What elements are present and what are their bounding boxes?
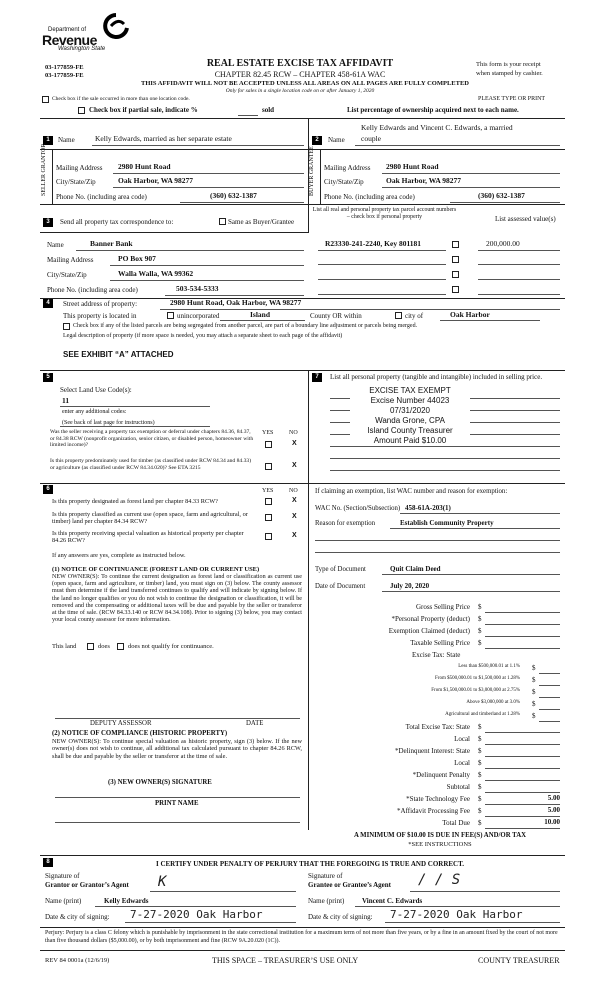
multi-location-checkbox[interactable] bbox=[42, 96, 49, 103]
delinquent-interest-label: *Delinquent Interest: State bbox=[394, 747, 470, 755]
grantee-print-name[interactable]: Vincent C. Edwards bbox=[362, 897, 423, 905]
see-instructions-note: *SEE INSTRUCTIONS bbox=[408, 841, 472, 848]
located-in-label: This property is located in bbox=[63, 312, 137, 320]
seller-city[interactable]: Oak Harbor, WA 98277 bbox=[118, 176, 194, 185]
see-back-label: (See back of last page for instructions) bbox=[62, 420, 155, 426]
sec5-q2-answer[interactable]: X bbox=[292, 462, 297, 469]
unincorporated-label: unincorporated bbox=[177, 312, 220, 320]
total-due-label: Total Due bbox=[442, 819, 470, 827]
land-use-label: Select Land Use Code(s): bbox=[60, 386, 132, 394]
stamp-amount-paid: Amount Paid $10.00 bbox=[350, 436, 470, 445]
section-2-number: 2 bbox=[312, 136, 322, 145]
affidavit-fee-label: *Affidavit Processing Fee bbox=[397, 807, 470, 815]
partial-sale-checkbox[interactable] bbox=[78, 107, 85, 114]
logo-revenue: Revenue bbox=[42, 32, 97, 48]
grantee-name-label: Name (print) bbox=[308, 897, 345, 905]
tax-corr-phone-label: Phone No. (including area code) bbox=[47, 286, 138, 294]
partial-sale-label: Check box if partial sale, indicate % bbox=[89, 106, 198, 114]
affidavit-fee-value[interactable]: 5.00 bbox=[547, 806, 560, 814]
buyer-phone-label: Phone No. (including area code) bbox=[324, 193, 415, 201]
document-date[interactable]: July 20, 2020 bbox=[390, 582, 430, 590]
doc-type-label: Type of Document bbox=[315, 566, 366, 573]
segregated-label: Check box if any of the listed parcels are being segregated from another parcel, are part of a boundary line adjustment or parcels being merged. bbox=[73, 323, 418, 329]
account-numbers-header: List all real and personal property tax parcel account numbers – check box if personal property bbox=[312, 207, 457, 220]
reason-label: Reason for exemption bbox=[315, 520, 376, 527]
city-of-label: city of bbox=[405, 312, 424, 320]
sec6-q2-yes-checkbox[interactable] bbox=[265, 514, 272, 521]
tier-5-label: Agricultural and timberland at 1.28% bbox=[445, 712, 520, 717]
this-land-label: This land bbox=[52, 643, 77, 650]
form-subtitle: CHAPTER 82.45 RCW – CHAPTER 458-61A WAC bbox=[214, 70, 386, 79]
grantor-sig-label-1: Signature of bbox=[45, 872, 80, 880]
revenue-logo-icon bbox=[102, 12, 130, 42]
parcel-account-1[interactable]: R23330-241-2240, Key 801181 bbox=[325, 239, 422, 248]
multi-location-label: Check box if the sale occurred in more than one location code. bbox=[52, 96, 190, 102]
same-as-buyer-label: Same as Buyer/Grantee bbox=[228, 218, 295, 226]
tier-1-label: Less than $500,000.01 at 1.1% bbox=[458, 664, 520, 669]
sec6-yes-header: YES bbox=[262, 488, 274, 494]
notice-continuance-title: (1) NOTICE OF CONTINUANCE (FOREST LAND OR CURRENT USE) bbox=[52, 566, 260, 573]
stamp-treasurer-title: Island County Treasurer bbox=[350, 426, 470, 435]
section-5-number: 5 bbox=[43, 373, 53, 382]
grantor-name-label: Name (print) bbox=[45, 897, 82, 905]
new-owner-signature-label: (3) NEW OWNER(S) SIGNATURE bbox=[108, 779, 212, 786]
exemption-reason[interactable]: Establish Community Property bbox=[400, 519, 494, 527]
wac-number[interactable]: 458-61A-203(1) bbox=[405, 504, 451, 512]
tax-dollar-sign: $ bbox=[478, 735, 482, 743]
claim-exemption-label: If claiming an exemption, list WAC number and reason for exemption: bbox=[315, 488, 508, 495]
parcel-4-personal-checkbox[interactable] bbox=[452, 286, 459, 293]
tax-dollar-sign: $ bbox=[478, 771, 482, 779]
tax-dollar-sign: $ bbox=[478, 603, 482, 611]
receipt-note-2: when stamped by cashier. bbox=[476, 70, 543, 77]
seller-mailing-address[interactable]: 2980 Hunt Road bbox=[118, 162, 171, 171]
grantee-date-city[interactable]: 7-27-2020 Oak Harbor bbox=[390, 908, 523, 921]
seller-side-label: SELLER GRANTOR bbox=[41, 143, 47, 196]
tax-corr-city-label: City/State/Zip bbox=[47, 271, 87, 279]
taxable-selling-price-label: Taxable Selling Price bbox=[410, 639, 470, 647]
tax-dollar-sign: $ bbox=[478, 819, 482, 827]
deputy-assessor-label: DEPUTY ASSESSOR bbox=[90, 720, 152, 727]
section-3-number: 3 bbox=[43, 218, 53, 227]
assessed-value-header: List assessed value(s) bbox=[495, 215, 556, 223]
tax-corr-city[interactable]: Walla Walla, WA 99362 bbox=[118, 269, 194, 278]
street-label: Street address of property: bbox=[63, 300, 138, 308]
list-percentage-note: List percentage of ownership acquired next to each name. bbox=[347, 106, 519, 114]
tax-dollar-sign: $ bbox=[532, 676, 536, 684]
segregated-checkbox[interactable] bbox=[63, 323, 70, 330]
grantor-sig-label-2: Grantor or Grantor’s Agent bbox=[45, 881, 129, 889]
sec6-q3-answer[interactable]: X bbox=[292, 532, 297, 539]
buyer-name-label: Name bbox=[328, 136, 345, 144]
doc-date-label: Date of Document bbox=[315, 583, 366, 590]
sec6-q3-yes-checkbox[interactable] bbox=[265, 533, 272, 540]
delinquent-penalty-label: *Delinquent Penalty bbox=[412, 771, 470, 779]
logo-dept: Department of bbox=[48, 27, 87, 33]
subtotal-label: Subtotal bbox=[446, 783, 470, 791]
does-label: does bbox=[98, 643, 110, 650]
sec6-q2-answer[interactable]: X bbox=[292, 513, 297, 520]
notice-compliance-title: (2) NOTICE OF COMPLIANCE (HISTORIC PROPERTY) bbox=[52, 730, 228, 737]
sec6-q1-answer[interactable]: X bbox=[292, 497, 297, 504]
parcel-3-personal-checkbox[interactable] bbox=[452, 271, 459, 278]
tech-fee-label: *State Technology Fee bbox=[406, 795, 470, 803]
grantee-sig-label-2: Grantee or Grantee’s Agent bbox=[308, 881, 392, 889]
city-of-checkbox[interactable] bbox=[395, 312, 402, 319]
wac-label: WAC No. (Section/Subsection) bbox=[315, 505, 401, 512]
tax-dollar-sign: $ bbox=[532, 700, 536, 708]
logo-state: Washington State bbox=[58, 46, 106, 52]
tax-dollar-sign: $ bbox=[478, 759, 482, 767]
personal-property-deduct-label: *Personal Property (deduct) bbox=[391, 615, 470, 623]
if-yes-note: If any answers are yes, complete as instructed below. bbox=[52, 552, 186, 559]
county-label: County OR within bbox=[310, 312, 362, 320]
buyer-side-label: BUYER GRANTEE bbox=[309, 146, 315, 196]
grantee-date-label: Date & city of signing: bbox=[308, 913, 373, 921]
grantor-print-name[interactable]: Kelly Edwards bbox=[104, 897, 149, 905]
grantee-signature[interactable]: / / S bbox=[418, 872, 486, 888]
sec5-q1-yes-checkbox[interactable] bbox=[265, 441, 272, 448]
delinquent-interest-local-label: Local bbox=[454, 759, 470, 767]
unincorporated-checkbox[interactable] bbox=[167, 312, 174, 319]
sold-label: sold bbox=[262, 106, 275, 114]
tax-dollar-sign: $ bbox=[478, 783, 482, 791]
parcel-1-personal-checkbox[interactable] bbox=[452, 241, 459, 248]
tier-4-label: Above $3,000,000 at 3.0% bbox=[466, 700, 520, 705]
certify-statement: I CERTIFY UNDER PENALTY OF PERJURY THAT THE FOREGOING IS TRUE AND CORRECT. bbox=[155, 860, 464, 868]
section-8-number: 8 bbox=[43, 858, 53, 867]
tax-corr-name[interactable]: Banner Bank bbox=[90, 239, 133, 248]
excise-tax-state-label: Excise Tax: State bbox=[412, 651, 461, 659]
warning-text: THIS AFFIDAVIT WILL NOT BE ACCEPTED UNLESS ALL AREAS ON ALL PAGES ARE FULLY COMPLETED bbox=[141, 80, 469, 87]
seller-city-label: City/State/Zip bbox=[56, 178, 96, 186]
exemption-claimed-label: Exemption Claimed (deduct) bbox=[388, 627, 470, 635]
notice-compliance-body: NEW OWNER(S): To continue special valuation as historic property, sign (3) below. If the new owner(s) does not wish to continue, all additional tax calculated pursuant to chapter 84.26 RCW, shall be due and payable by the seller or transferor at the time of sale. bbox=[52, 738, 302, 760]
treasurer-use-only: THIS SPACE – TREASURER’S USE ONLY bbox=[212, 956, 359, 965]
tax-dollar-sign: $ bbox=[478, 639, 482, 647]
total-excise-state-label: Total Excise Tax: State bbox=[405, 723, 470, 731]
tax-dollar-sign: $ bbox=[478, 795, 482, 803]
form-revision: REV 84 0001a (12/6/19) bbox=[45, 957, 110, 964]
legal-description-label: Legal description of property (if more space is needed, you may attach a separate sheet to each page of the affidavit) bbox=[63, 333, 343, 339]
land-does-checkbox[interactable] bbox=[87, 643, 94, 650]
receipt-note-1: This form is your receipt bbox=[476, 61, 541, 68]
parcel-2-personal-checkbox[interactable] bbox=[452, 256, 459, 263]
seller-phone[interactable]: (360) 632-1387 bbox=[210, 191, 257, 200]
stamp-treasurer-name: Wanda Grone, CPA bbox=[350, 416, 470, 425]
tier-2-label: From $500,000.01 to $1,500,000 at 1.28% bbox=[435, 676, 520, 681]
tax-corr-mail-label: Mailing Address bbox=[47, 256, 94, 264]
land-does-not-checkbox[interactable] bbox=[117, 643, 124, 650]
sec5-q1-answer[interactable]: X bbox=[292, 440, 297, 447]
sec5-no-header: NO bbox=[289, 430, 298, 436]
county-treasurer-label: COUNTY TREASURER bbox=[478, 956, 560, 965]
print-name-label: PRINT NAME bbox=[155, 800, 199, 807]
personal-property-label: List all personal property (tangible and intangible) included in selling price. bbox=[330, 373, 543, 381]
grantee-sig-label-1: Signature of bbox=[308, 872, 343, 880]
total-excise-local-label: Local bbox=[454, 735, 470, 743]
enter-additional-label: enter any additional codes: bbox=[62, 409, 127, 415]
sec6-question-3: Is this property receiving special valuation as historical property per chapter 84.26 RCW? bbox=[52, 530, 244, 545]
sec5-question-1: Was the seller receiving a property tax exemption or deferral under chapters 84.36, 84.37, or 84.38 RCW (nonprofit organization, senior citizen, or disabled person, homeowner with limited income)? bbox=[50, 429, 254, 449]
notice-continuance-body: NEW OWNER(S): To continue the current designation as forest land or classification as current use (open space, farm and agriculture, or timber) land, you must sign on (3) below. The county assessor must then determine if the land transferred continues to qualify and will indicate by signing below. If the land no longer qualifies or you do not wish to continue the designation or classification, it will be removed and the compensating or additional taxes will be due and payable by the seller or transferor at the time of sale. (RCW 84.33.140 or RCW 84.34.108). Prior to signing (3) below, you may contact your local county assessor for more information. bbox=[52, 574, 302, 624]
same-as-buyer-checkbox[interactable] bbox=[219, 218, 226, 225]
document-type[interactable]: Quit Claim Deed bbox=[390, 565, 441, 573]
grantor-date-city[interactable]: 7-27-2020 Oak Harbor bbox=[130, 908, 263, 921]
perjury-notice: Perjury: Perjury is a class C felony which is punishable by imprisonment in the state correctional institution for a maximum term of not more than five years, or by a fine in an amount fixed by the court of not more than five thousand dollars ($5,000.00), or by both imprisonment and fine (RCW 9A.20.020 (1C)). bbox=[45, 930, 558, 944]
property-county[interactable]: Island bbox=[250, 310, 271, 319]
minimum-due-note: A MINIMUM OF $10.00 IS DUE IN FEE(S) AND/OR TAX bbox=[353, 832, 527, 839]
buyer-mail-label: Mailing Address bbox=[324, 164, 371, 172]
buyer-name-line-1[interactable]: Kelly Edwards and Vincent C. Edwards, a married bbox=[361, 123, 513, 132]
stamp-date: 07/31/2020 bbox=[350, 406, 470, 415]
tech-fee-value[interactable]: 5.00 bbox=[547, 794, 560, 802]
tax-dollar-sign: $ bbox=[478, 627, 482, 635]
grantor-date-label: Date & city of signing: bbox=[45, 913, 110, 921]
tax-dollar-sign: $ bbox=[478, 723, 482, 731]
section-4-number: 4 bbox=[43, 299, 53, 308]
buyer-name-line-2[interactable]: couple bbox=[361, 134, 381, 143]
buyer-city[interactable]: Oak Harbor, WA 98277 bbox=[386, 176, 462, 185]
section-7-number: 7 bbox=[312, 373, 322, 382]
seller-name-label: Name bbox=[58, 136, 75, 144]
code-2: 03-177859-FE bbox=[45, 72, 84, 79]
tax-dollar-sign: $ bbox=[478, 807, 482, 815]
buyer-mailing-address[interactable]: 2980 Hunt Road bbox=[386, 162, 439, 171]
sec6-no-header: NO bbox=[289, 488, 298, 494]
sec6-question-2: Is this property classified as current use (open space, farm and agricultural, or timber) land per chapter 84.34 RCW? bbox=[52, 511, 248, 526]
stamp-exempt: EXCISE TAX EXEMPT bbox=[350, 386, 470, 395]
sec5-yes-header: YES bbox=[262, 430, 274, 436]
form-title: REAL ESTATE EXCISE TAX AFFIDAVIT bbox=[206, 58, 394, 69]
buyer-phone[interactable]: (360) 632-1387 bbox=[478, 191, 525, 200]
seller-mail-label: Mailing Address bbox=[56, 164, 103, 172]
tax-dollar-sign: $ bbox=[532, 688, 536, 696]
only-sales-note: Only for sales in a single location code on or after January 1, 2020 bbox=[225, 88, 375, 94]
tax-dollar-sign: $ bbox=[532, 664, 536, 672]
tax-corr-mail[interactable]: PO Box 907 bbox=[118, 254, 156, 263]
land-use-code[interactable]: 11 bbox=[62, 396, 70, 405]
does-not-label: does not qualify for continuance. bbox=[128, 643, 214, 650]
send-correspondence-label: Send all property tax correspondence to: bbox=[60, 218, 174, 226]
tax-corr-name-label: Name bbox=[47, 241, 64, 249]
tax-dollar-sign: $ bbox=[532, 712, 536, 720]
total-due-value[interactable]: 10.00 bbox=[544, 818, 560, 826]
sec6-question-1: Is this property designated as forest land per chapter 84.33 RCW? bbox=[52, 498, 218, 505]
tax-corr-phone[interactable]: 503-534-5333 bbox=[176, 284, 219, 293]
tax-dollar-sign: $ bbox=[478, 747, 482, 755]
seller-name[interactable]: Kelly Edwards, married as her separate estate bbox=[95, 134, 232, 143]
property-city[interactable]: Oak Harbor bbox=[450, 310, 490, 319]
code-1: 03-177859-FE bbox=[45, 64, 84, 71]
see-exhibit-a: SEE EXHIBIT “A” ATTACHED bbox=[63, 350, 174, 359]
gross-selling-price-label: Gross Selling Price bbox=[415, 603, 470, 611]
section-6-number: 6 bbox=[43, 485, 53, 494]
tax-dollar-sign: $ bbox=[478, 615, 482, 623]
stamp-excise-number: Excise Number 44023 bbox=[350, 396, 470, 405]
property-street-address[interactable]: 2980 Hunt Road, Oak Harbor, WA 98277 bbox=[170, 298, 302, 307]
section-1-number: 1 bbox=[43, 136, 53, 145]
tier-3-label: From $1,500,000.01 to $3,000,000 at 2.75% bbox=[431, 688, 520, 693]
grantor-signature[interactable]: K bbox=[158, 874, 201, 890]
sec6-q1-yes-checkbox[interactable] bbox=[265, 498, 272, 505]
deputy-date-label: DATE bbox=[246, 720, 264, 727]
sec5-q2-yes-checkbox[interactable] bbox=[265, 463, 272, 470]
seller-phone-label: Phone No. (including area code) bbox=[56, 193, 147, 201]
sec5-question-2: Is this property predominately used for timber (as classified under RCW 84.34 and 84.33) or agriculture (as classified under RCW 84.34.020)? See ETA 3215 bbox=[50, 458, 252, 471]
parcel-1-assessed[interactable]: 200,000.00 bbox=[486, 239, 520, 248]
buyer-city-label: City/State/Zip bbox=[324, 178, 364, 186]
please-type: PLEASE TYPE OR PRINT bbox=[478, 96, 546, 102]
